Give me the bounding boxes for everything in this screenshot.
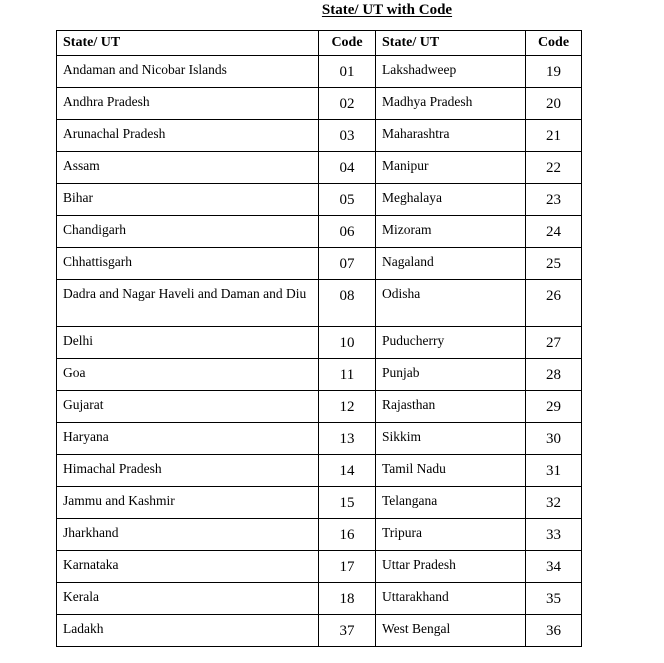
state-code-right: 19 (526, 56, 582, 88)
state-code-right: 24 (526, 216, 582, 248)
state-code-right: 34 (526, 551, 582, 583)
state-code-left: 08 (319, 280, 376, 327)
state-name-right: Uttar Pradesh (376, 551, 526, 583)
state-name-right: Tripura (376, 519, 526, 551)
table-row (57, 327, 582, 359)
state-code-right: 29 (526, 391, 582, 423)
state-name-left: Dadra and Nagar Haveli and Daman and Diu (57, 280, 319, 327)
state-code-right: 26 (526, 280, 582, 327)
state-code-right: 28 (526, 359, 582, 391)
state-code-left: 04 (319, 152, 376, 184)
state-name-left: Gujarat (57, 391, 319, 423)
state-code-left: 07 (319, 248, 376, 280)
state-name-left: Goa (57, 359, 319, 391)
state-code-right: 22 (526, 152, 582, 184)
state-name-left: Jharkhand (57, 519, 319, 551)
state-code-left: 06 (319, 216, 376, 248)
table-row (57, 184, 582, 216)
state-name-left: Haryana (57, 423, 319, 455)
table-row (57, 551, 582, 583)
state-name-right: Odisha (376, 280, 526, 327)
state-code-left: 17 (319, 551, 376, 583)
state-name-right: Lakshadweep (376, 56, 526, 88)
state-code-right: 31 (526, 455, 582, 487)
state-name-left: Karnataka (57, 551, 319, 583)
table-row (57, 391, 582, 423)
table-row (57, 56, 582, 88)
state-code-left: 10 (319, 327, 376, 359)
state-code-right: 32 (526, 487, 582, 519)
table-body (57, 56, 582, 647)
state-code-left: 02 (319, 88, 376, 120)
table-row (57, 280, 582, 327)
state-code-right: 35 (526, 583, 582, 615)
state-code-right: 27 (526, 327, 582, 359)
state-code-right: 23 (526, 184, 582, 216)
table-row (57, 423, 582, 455)
state-name-right: West Bengal (376, 615, 526, 647)
state-code-right: 33 (526, 519, 582, 551)
header-code-right: Code (526, 31, 582, 56)
state-name-left: Delhi (57, 327, 319, 359)
state-name-right: Puducherry (376, 327, 526, 359)
state-name-right: Punjab (376, 359, 526, 391)
state-name-left: Chhattisgarh (57, 248, 319, 280)
state-code-left: 12 (319, 391, 376, 423)
state-name-right: Sikkim (376, 423, 526, 455)
page-title-text: State/ UT with Code (321, 2, 453, 18)
state-name-right: Manipur (376, 152, 526, 184)
table-row (57, 455, 582, 487)
header-code-left: Code (319, 31, 376, 56)
state-name-left: Ladakh (57, 615, 319, 647)
table-row (57, 152, 582, 184)
state-name-right: Rajasthan (376, 391, 526, 423)
table-row (57, 583, 582, 615)
table-row (57, 216, 582, 248)
state-name-right: Mizoram (376, 216, 526, 248)
state-code-table (56, 30, 582, 647)
state-code-right: 25 (526, 248, 582, 280)
table-row (57, 519, 582, 551)
header-state-right: State/ UT (376, 31, 526, 56)
state-name-left: Bihar (57, 184, 319, 216)
state-code-right: 21 (526, 120, 582, 152)
state-name-left: Himachal Pradesh (57, 455, 319, 487)
table-row (57, 120, 582, 152)
state-code-right: 20 (526, 88, 582, 120)
state-name-left: Arunachal Pradesh (57, 120, 319, 152)
state-name-right: Nagaland (376, 248, 526, 280)
state-code-left: 01 (319, 56, 376, 88)
state-name-left: Andaman and Nicobar Islands (57, 56, 319, 88)
state-code-right: 36 (526, 615, 582, 647)
state-name-left: Kerala (57, 583, 319, 615)
table-row (57, 88, 582, 120)
state-name-left: Assam (57, 152, 319, 184)
table-row (57, 615, 582, 647)
state-name-left: Jammu and Kashmir (57, 487, 319, 519)
state-code-left: 05 (319, 184, 376, 216)
state-code-left: 11 (319, 359, 376, 391)
table-row (57, 248, 582, 280)
table-row (57, 359, 582, 391)
state-code-left: 14 (319, 455, 376, 487)
table-row (57, 487, 582, 519)
state-code-left: 18 (319, 583, 376, 615)
page-title (0, 2, 664, 19)
state-name-right: Telangana (376, 487, 526, 519)
state-code-left: 16 (319, 519, 376, 551)
state-code-left: 37 (319, 615, 376, 647)
state-code-left: 15 (319, 487, 376, 519)
state-name-right: Tamil Nadu (376, 455, 526, 487)
state-code-left: 03 (319, 120, 376, 152)
state-name-left: Chandigarh (57, 216, 319, 248)
header-state-left: State/ UT (57, 31, 319, 56)
state-name-left: Andhra Pradesh (57, 88, 319, 120)
state-name-right: Meghalaya (376, 184, 526, 216)
table-header-row (57, 31, 582, 56)
state-code-right: 30 (526, 423, 582, 455)
state-name-right: Madhya Pradesh (376, 88, 526, 120)
state-name-right: Maharashtra (376, 120, 526, 152)
state-code-left: 13 (319, 423, 376, 455)
state-name-right: Uttarakhand (376, 583, 526, 615)
